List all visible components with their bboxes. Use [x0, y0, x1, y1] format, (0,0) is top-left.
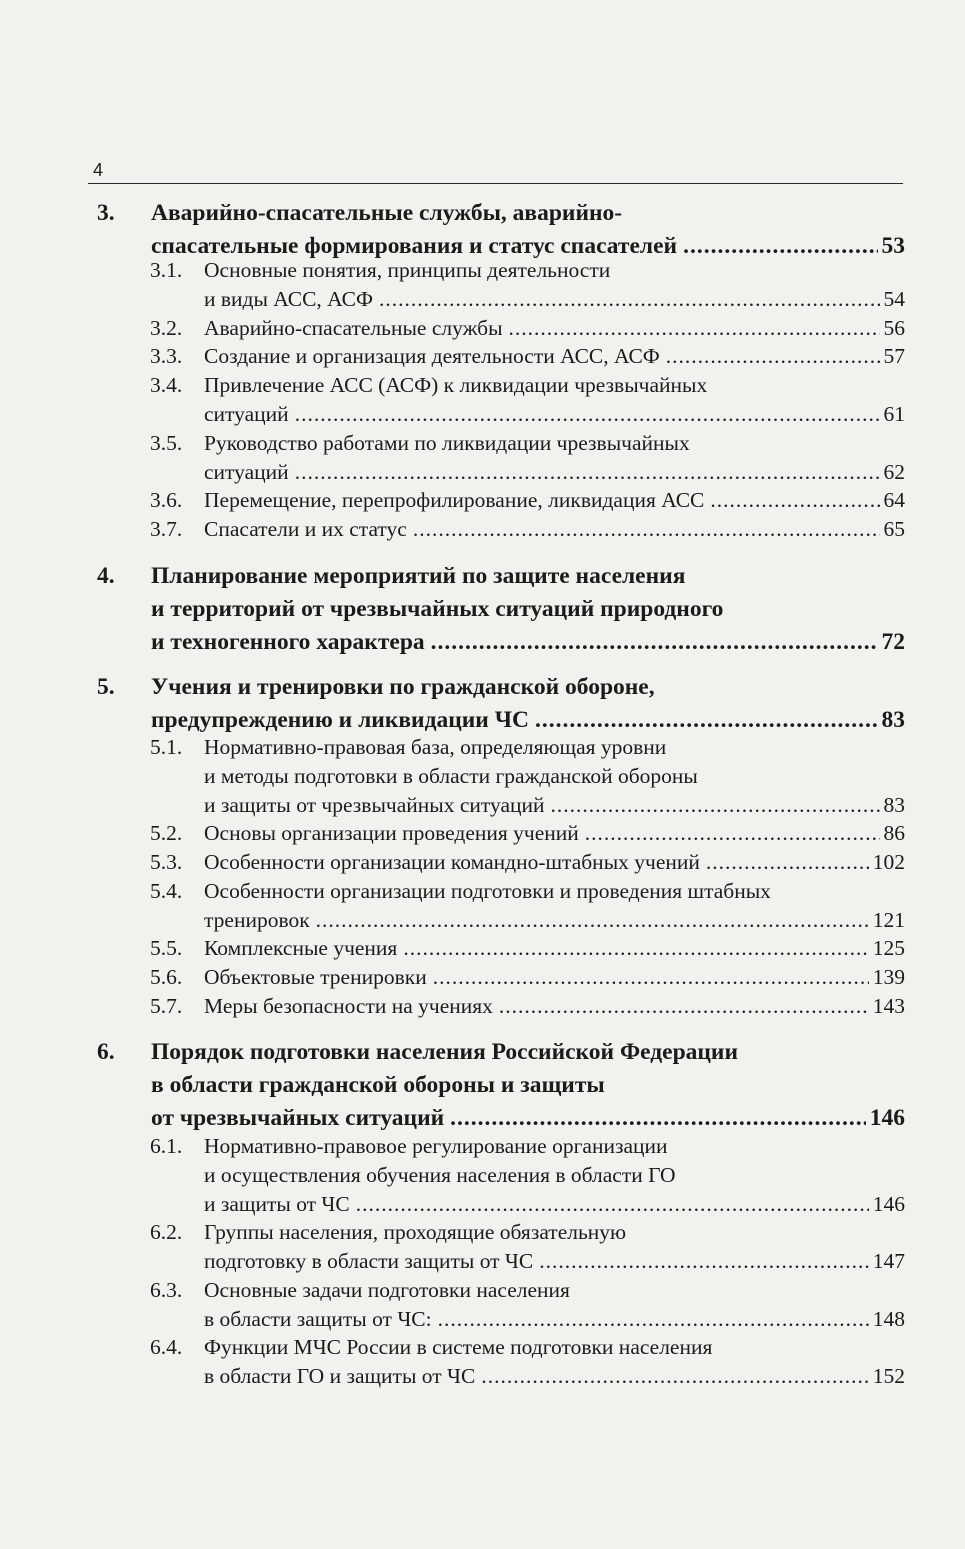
dot-leader — [710, 488, 879, 513]
dot-leader — [403, 936, 868, 961]
subsection-number: 3.4. — [150, 373, 183, 397]
dot-leader — [438, 1307, 869, 1332]
subsection-title-line: Аварийно-спасательные службы — [204, 316, 503, 340]
subsection-number: 5.3. — [150, 850, 183, 874]
subsection-title-line: в области ГО и защиты от ЧС — [204, 1364, 476, 1388]
page-ref: 146 — [869, 1105, 905, 1131]
page-ref: 57 — [883, 344, 905, 368]
subsection-title-line: Комплексные учения — [204, 936, 398, 960]
dot-leader — [295, 460, 880, 485]
subsection-title-line: Привлечение АСС (АСФ) к ликвидации чрезвычайных — [204, 373, 708, 397]
subsection-title-line: ситуаций — [204, 402, 289, 426]
dot-leader — [535, 707, 878, 734]
dot-leader — [551, 793, 880, 818]
dot-leader — [450, 1105, 866, 1132]
subsection-number: 6.2. — [150, 1220, 183, 1244]
dot-leader — [706, 850, 869, 875]
page-ref: 147 — [872, 1249, 905, 1273]
chapter-number: 5. — [97, 674, 115, 700]
subsection-number: 5.5. — [150, 936, 183, 960]
subsection-number: 5.2. — [150, 821, 183, 845]
subsection-number: 3.3. — [150, 344, 183, 368]
page-ref: 54 — [883, 287, 905, 311]
page-ref: 65 — [883, 517, 905, 541]
subsection-title-line: Руководство работами по ликвидации чрезвычайных — [204, 431, 690, 455]
page-ref: 139 — [872, 965, 905, 989]
page-number: 4 — [93, 160, 104, 180]
page-ref: 143 — [872, 994, 905, 1018]
dot-leader — [539, 1249, 869, 1274]
subsection-number: 3.2. — [150, 316, 183, 340]
subsection-title-line: Создание и организация деятельности АСС, АСФ — [204, 344, 660, 368]
subsection-title-line: Объектовые тренировки — [204, 965, 427, 989]
subsection-title-line: Нормативно-правовая база, определяющая уровни — [204, 735, 667, 759]
chapter-title-line: в области гражданской обороны и защиты — [151, 1072, 605, 1098]
subsection-title-line: Основные понятия, принципы деятельности — [204, 258, 611, 282]
page-ref: 72 — [881, 629, 905, 655]
subsection-title-line: Основные задачи подготовки населения — [204, 1278, 570, 1302]
subsection-number: 6.4. — [150, 1335, 183, 1359]
subsection-number: 5.4. — [150, 879, 183, 903]
chapter-title-line: от чрезвычайных ситуаций — [151, 1105, 445, 1131]
dot-leader — [509, 316, 880, 341]
subsection-number: 6.1. — [150, 1134, 183, 1158]
page-ref: 62 — [883, 460, 905, 484]
dot-leader — [431, 629, 878, 656]
subsection-number: 3.1. — [150, 258, 183, 282]
subsection-number: 5.6. — [150, 965, 183, 989]
subsection-title-line: и защиты от ЧС — [204, 1192, 350, 1216]
subsection-title-line: тренировок — [204, 908, 310, 932]
subsection-title-line: Особенности организации командно-штабных учений — [204, 850, 700, 874]
page-ref: 64 — [883, 488, 905, 512]
subsection-title-line: Перемещение, перепрофилирование, ликвидация АСС — [204, 488, 705, 512]
chapter-number: 4. — [97, 563, 115, 589]
chapter-title-line: Аварийно-спасательные службы, аварийно- — [151, 200, 623, 226]
dot-leader — [413, 517, 880, 542]
subsection-title-line: Группы населения, проходящие обязательную — [204, 1220, 627, 1244]
page-ref: 53 — [881, 233, 905, 259]
subsection-title-line: Особенности организации подготовки и проведения штабных — [204, 879, 771, 903]
page-ref: 152 — [872, 1364, 905, 1388]
subsection-title-line: и защиты от чрезвычайных ситуаций — [204, 793, 545, 817]
page-ref: 61 — [883, 402, 905, 426]
subsection-title-line: и осуществления обучения населения в области ГО — [204, 1163, 676, 1187]
page-ref: 148 — [872, 1307, 905, 1331]
page-ref: 121 — [872, 908, 905, 932]
chapter-title-line: спасательные формирования и статус спасателей — [151, 233, 678, 259]
subsection-title-line: Спасатели и их статус — [204, 517, 407, 541]
page-ref: 56 — [883, 316, 905, 340]
subsection-title-line: в области защиты от ЧС: — [204, 1307, 432, 1331]
subsection-number: 5.1. — [150, 735, 183, 759]
chapter-title-line: и техногенного характера — [151, 629, 425, 655]
subsection-number: 3.7. — [150, 517, 183, 541]
subsection-number: 6.3. — [150, 1278, 183, 1302]
page-ref: 102 — [872, 850, 905, 874]
chapter-number: 6. — [97, 1039, 115, 1065]
subsection-title-line: Меры безопасности на учениях — [204, 994, 493, 1018]
subsection-number: 5.7. — [150, 994, 183, 1018]
subsection-title-line: и виды АСС, АСФ — [204, 287, 373, 311]
page-ref: 86 — [883, 821, 905, 845]
dot-leader — [585, 821, 880, 846]
subsection-title-line: ситуаций — [204, 460, 289, 484]
subsection-title-line: Функции МЧС России в системе подготовки населения — [204, 1335, 713, 1359]
page-ref: 83 — [883, 793, 905, 817]
subsection-title-line: Основы организации проведения учений — [204, 821, 579, 845]
chapter-title-line: Планирование мероприятий по защите населения — [151, 563, 686, 589]
dot-leader — [433, 965, 869, 990]
chapter-title-line: предупреждению и ликвидации ЧС — [151, 707, 529, 733]
dot-leader — [481, 1364, 868, 1389]
chapter-title-line: Порядок подготовки населения Российской Федерации — [151, 1039, 739, 1065]
page-ref: 83 — [881, 707, 905, 733]
dot-leader — [683, 233, 877, 260]
dot-leader — [666, 344, 880, 369]
chapter-number: 3. — [97, 200, 115, 226]
page-ref: 146 — [872, 1192, 905, 1216]
subsection-title-line: и методы подготовки в области гражданской обороны — [204, 764, 698, 788]
chapter-title-line: Учения и тренировки по гражданской обороне, — [151, 674, 655, 700]
subsection-number: 3.5. — [150, 431, 183, 455]
dot-leader — [356, 1192, 869, 1217]
subsection-title-line: Нормативно-правовое регулирование организации — [204, 1134, 668, 1158]
subsection-title-line: подготовку в области защиты от ЧС — [204, 1249, 534, 1273]
page-ref: 125 — [872, 936, 905, 960]
dot-leader — [379, 287, 880, 312]
dot-leader — [499, 994, 869, 1019]
subsection-number: 3.6. — [150, 488, 183, 512]
dot-leader — [295, 402, 880, 427]
chapter-title-line: и территорий от чрезвычайных ситуаций природного — [151, 596, 724, 622]
dot-leader — [316, 908, 869, 933]
